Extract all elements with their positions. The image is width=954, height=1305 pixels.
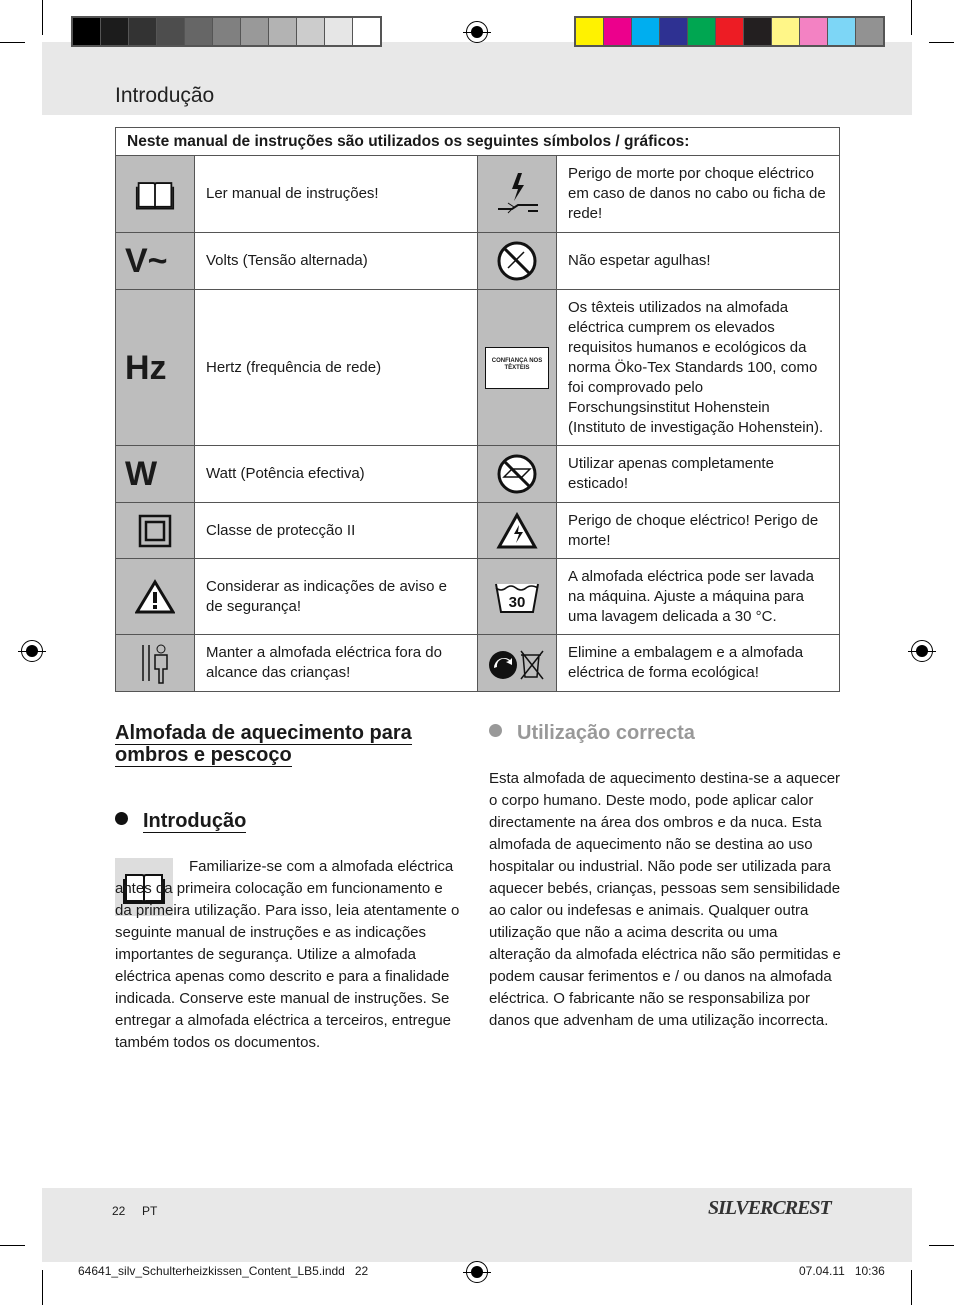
color-swatch: [185, 18, 212, 45]
symbol-description: Os têxteis utilizados na almofada eléctrica cumprem os elevados requisitos humanos e ecológicos da norma Öko-Tex Standards 100, como foi comprovado pelo Forschungsinstitut Hohenstein (Instituto de investigação Hohenstein).: [557, 290, 840, 446]
symbol-description: Watt (Potência efectiva): [195, 446, 478, 503]
color-swatch: [744, 18, 771, 45]
table-row: [116, 503, 840, 559]
no-folding-icon: [478, 446, 557, 503]
language-code: PT: [142, 1204, 158, 1218]
color-swatch: [604, 18, 631, 45]
no-pins-icon: [478, 233, 557, 290]
symbol-description: Classe de protecção II: [195, 503, 478, 559]
color-swatch: [772, 18, 799, 45]
color-swatch: [632, 18, 659, 45]
registration-mark-icon: [466, 21, 488, 43]
color-swatch: [129, 18, 156, 45]
print-date: 07.04.11 10:36: [799, 1264, 885, 1278]
registration-mark-icon: [21, 640, 43, 662]
brand-logo: SILVERCREST: [708, 1197, 831, 1219]
gray-calibration-bar: [71, 16, 382, 47]
symbol-description: Hertz (frequência de rede): [195, 290, 478, 446]
color-swatch: [73, 18, 100, 45]
book-icon: [116, 156, 195, 233]
file-name: 64641_silv_Schulterheizkissen_Content_LB5.indd 22: [78, 1264, 369, 1278]
recycle-dispose-icon: [478, 635, 557, 692]
symbol-description: Elimine a embalagem e a almofada eléctrica de forma ecológica!: [557, 635, 840, 692]
registration-mark-icon: [466, 1261, 488, 1283]
symbol-description: Perigo de choque eléctrico! Perigo de morte!: [557, 503, 840, 559]
color-swatch: [576, 18, 603, 45]
table-row: [116, 233, 840, 290]
color-swatch: [297, 18, 324, 45]
electric-shock-cable-icon: [478, 156, 557, 233]
color-swatch: [856, 18, 883, 45]
intro-text: Familiarize-se com a almofada eléctrica antes da primeira colocação em funcionamento e da primeira utilização. Para isso, leia atentamente o seguinte manual de instruções e as indicações importantes de segurança. Utilize a almofada eléctrica apenas como descrito e para a finalidade indicada. Conserve este manual de instruções. Se entregar a almofada eléctrica a terceiros, entregue também todos os documentos.: [115, 858, 460, 1051]
registration-mark-icon: [911, 640, 933, 662]
page-title: Introdução: [115, 84, 215, 107]
table-row: [116, 290, 840, 446]
keep-away-children-icon: [116, 635, 195, 692]
color-swatch: [688, 18, 715, 45]
symbol-description: A almofada eléctrica pode ser lavada na máquina. Ajuste a máquina para uma lavagem delicada a 30 °C.: [557, 559, 840, 635]
color-swatch: [241, 18, 268, 45]
color-swatch: [800, 18, 827, 45]
color-swatch: [353, 18, 380, 45]
warning-icon: [116, 559, 195, 635]
table-row: [116, 156, 840, 233]
table-row: [116, 635, 840, 692]
symbol-description: Considerar as indicações de aviso e de segurança!: [195, 559, 478, 635]
table-row: [116, 446, 840, 503]
wash-30-icon: [478, 559, 557, 635]
high-voltage-warning-icon: [478, 503, 557, 559]
symbol-description: Volts (Tensão alternada): [195, 233, 478, 290]
symbol-description: Manter a almofada eléctrica fora do alcance das crianças!: [195, 635, 478, 692]
color-swatch: [157, 18, 184, 45]
color-swatch: [828, 18, 855, 45]
protection-class-ii-icon: [116, 503, 195, 559]
color-swatch: [269, 18, 296, 45]
color-swatch: [101, 18, 128, 45]
section-introducao: Introdução: [115, 810, 246, 832]
usage-text: Esta almofada de aquecimento destina-se a aquecer o corpo humano. Deste modo, pode aplicar calor directamente na área dos ombros e da nuca. Esta almofada de aquecimento não se destina ao uso hospitalar ou industrial. Não pode ser utilizada para aquecer bebés, crianças, pessoas sem sensibilidade ao calor ou indefesas e animais. Qualquer outra utilização que não a acima descrita ou uma alteração da almofada eléctrica não são permitidas e podem causar ferimentos e / ou danos na almofada eléctrica. O fabricante não se responsabiliza por danos que advenham de uma utilização incorrecta.: [489, 770, 841, 1029]
unit-symbol: Hz: [116, 290, 195, 446]
section-utilizacao: Utilização correcta: [489, 722, 695, 744]
color-swatch: [325, 18, 352, 45]
unit-symbol: W: [116, 446, 195, 503]
table-heading: Neste manual de instruções são utilizados os seguintes símbolos / gráficos:: [116, 128, 840, 156]
symbol-description: Utilizar apenas completamente esticado!: [557, 446, 840, 503]
unit-symbol: V~: [116, 233, 195, 290]
symbol-description: Ler manual de instruções!: [195, 156, 478, 233]
page-number: 22: [112, 1204, 126, 1218]
symbol-description: Não espetar agulhas!: [557, 233, 840, 290]
oeko-tex-label-icon: CONFIANÇA NOS TÊXTEIS: [478, 290, 557, 446]
svg-text:30: 30: [508, 593, 526, 611]
color-calibration-bar: [574, 16, 885, 47]
table-row: [116, 559, 840, 635]
color-swatch: [660, 18, 687, 45]
color-swatch: [716, 18, 743, 45]
symbol-description: Perigo de morte por choque eléctrico em caso de danos no cabo ou ficha de rede!: [557, 156, 840, 233]
color-swatch: [213, 18, 240, 45]
product-title: Almofada de aquecimento para ombros e pescoço: [115, 722, 412, 766]
symbols-table: [115, 127, 840, 692]
